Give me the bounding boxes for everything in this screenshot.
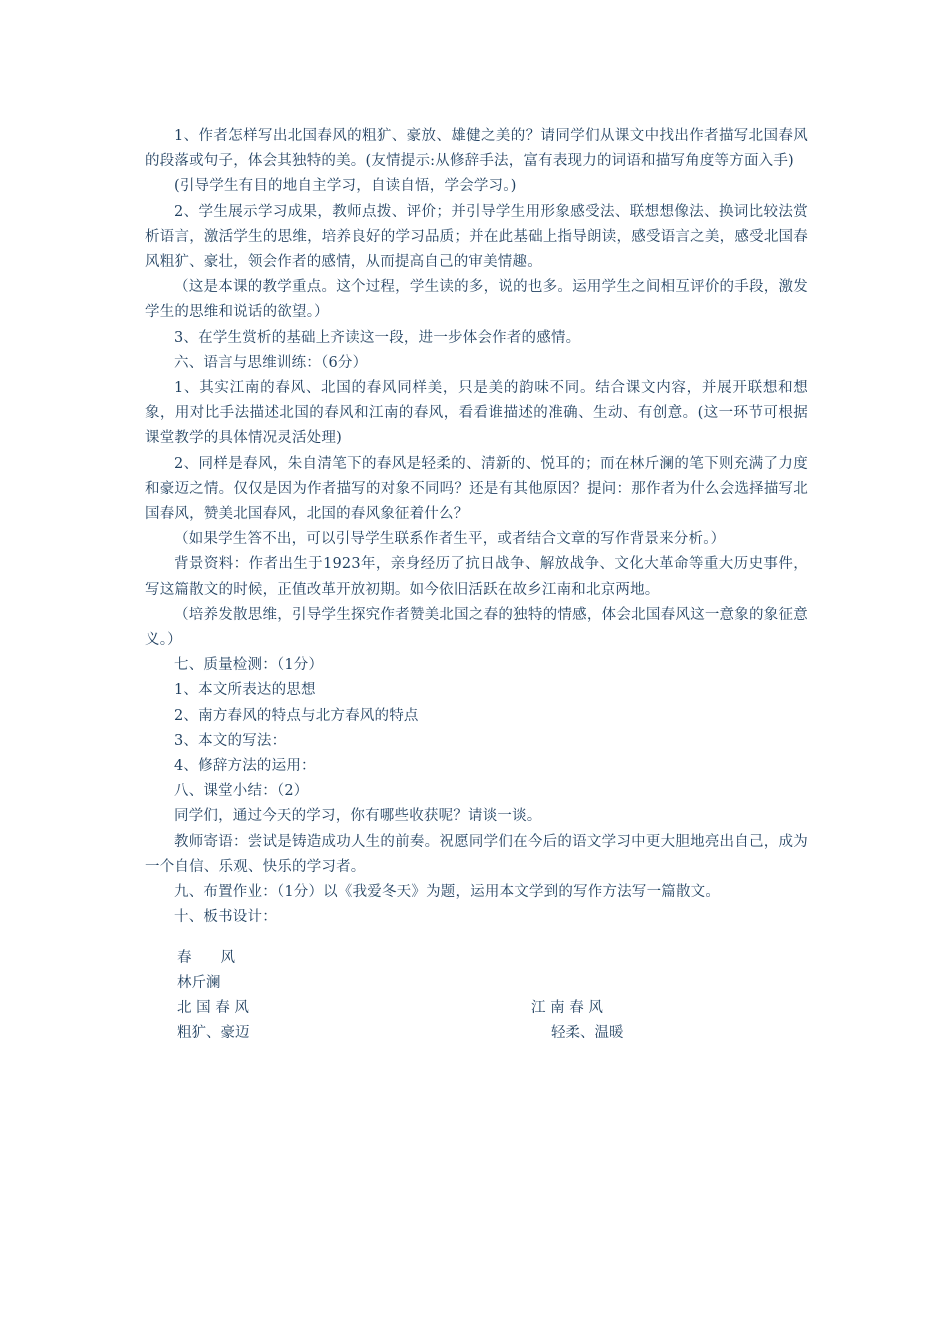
paragraph: 2、同样是春风，朱自清笔下的春风是轻柔的、清新的、悦耳的；而在林斤澜的笔下则充满了力度和豪迈之情。仅仅是因为作者描写的对象不同吗？还是有其他原因？提问：那作者为什么会选择描写北国春风，赞美北国春风，北国的春风象征着什么？ (145, 455, 808, 523)
board-left-traits: 粗犷、豪迈 (177, 1025, 250, 1041)
section-heading: 八、课堂小结：（2） (174, 783, 309, 800)
board-row-traits (177, 1021, 637, 1046)
paragraph: （这是本课的教学重点。这个过程，学生读的多，说的也多。运用学生之间相互评价的手段，激发学生的思维和说话的欲望。） (145, 279, 808, 321)
paragraph: 同学们，通过今天的学习，你有哪些收获呢？请谈一谈。 (174, 808, 542, 825)
paragraph: 2、学生展示学习成果，教师点拨、评价；并引导学生用形象感受法、联想想像法、换词比较法赏析语言，激活学生的思维，培养良好的学习品质；并在此基础上指导朗读，感受语言之美，感受北国春风粗犷、豪壮，领会作者的感情，从而提高自己的审美情趣。 (145, 203, 808, 271)
board-row-author (177, 971, 637, 996)
paragraph: 九、布置作业：（1分）以《我爱冬天》为题，运用本文学到的写作方法写一篇散文。 (174, 884, 721, 901)
paragraph: 3、在学生赏析的基础上齐读这一段，进一步体会作者的感情。 (174, 329, 581, 346)
paragraph: (引导学生有目的地自主学习，自读自悟，学会学习。) (174, 178, 517, 195)
list-item: 4、修辞方法的运用： (174, 758, 316, 775)
paragraph: 1、作者怎样写出北国春风的粗犷、豪放、雄健之美的？请同学们从课文中找出作者描写北国春风的段落或句子，体会其独特的美。(友情提示:从修辞手法，富有表现力的词语和描写角度等方面入手) (145, 128, 808, 170)
list-item: 3、本文的写法： (174, 732, 287, 749)
section-heading: 七、质量检测：（1分） (174, 657, 324, 674)
board-title: 春 风 (177, 950, 235, 966)
board-left-heading: 北 国 春 风 (177, 1000, 249, 1016)
paragraph: （如果学生答不出，可以引导学生联系作者生平，或者结合文章的写作背景来分析。） (174, 531, 726, 548)
board-right-heading: 江 南 春 风 (531, 1000, 603, 1016)
board-row-title (177, 946, 637, 971)
blackboard-design (177, 946, 637, 1046)
paragraph: 教师寄语：尝试是铸造成功人生的前奏。祝愿同学们在今后的语文学习中更大胆地亮出自己，成为一个自信、乐观、快乐的学习者。 (145, 833, 808, 875)
paragraph: （培养发散思维，引导学生探究作者赞美北国之春的独特的情感，体会北国春风这一意象的象征意义。） (145, 606, 808, 649)
board-author: 林斤澜 (177, 975, 221, 991)
board-right-traits: 轻柔、温暖 (551, 1025, 624, 1041)
lesson-plan-text (145, 124, 808, 931)
list-item: 2、南方春风的特点与北方春风的特点 (174, 707, 419, 724)
section-heading: 六、语言与思维训练：（6分） (174, 354, 368, 371)
board-row-headings (177, 996, 637, 1021)
paragraph: 1、其实江南的春风、北国的春风同样美，只是美的韵味不同。结合课文内容，并展开联想和想象，用对比手法描述北国的春风和江南的春风，看看谁描述的准确、生动、有创意。(这一环节可根据课堂教学的具体情况灵活处理) (145, 380, 808, 447)
paragraph: 背景资料：作者出生于1923年，亲身经历了抗日战争、解放战争、文化大革命等重大历史事件，写这篇散文的时候，正值改革开放初期。如今依旧活跃在故乡江南和北京两地。 (145, 556, 808, 598)
section-heading: 十、板书设计： (174, 909, 277, 926)
list-item: 1、本文所表达的思想 (174, 682, 316, 699)
